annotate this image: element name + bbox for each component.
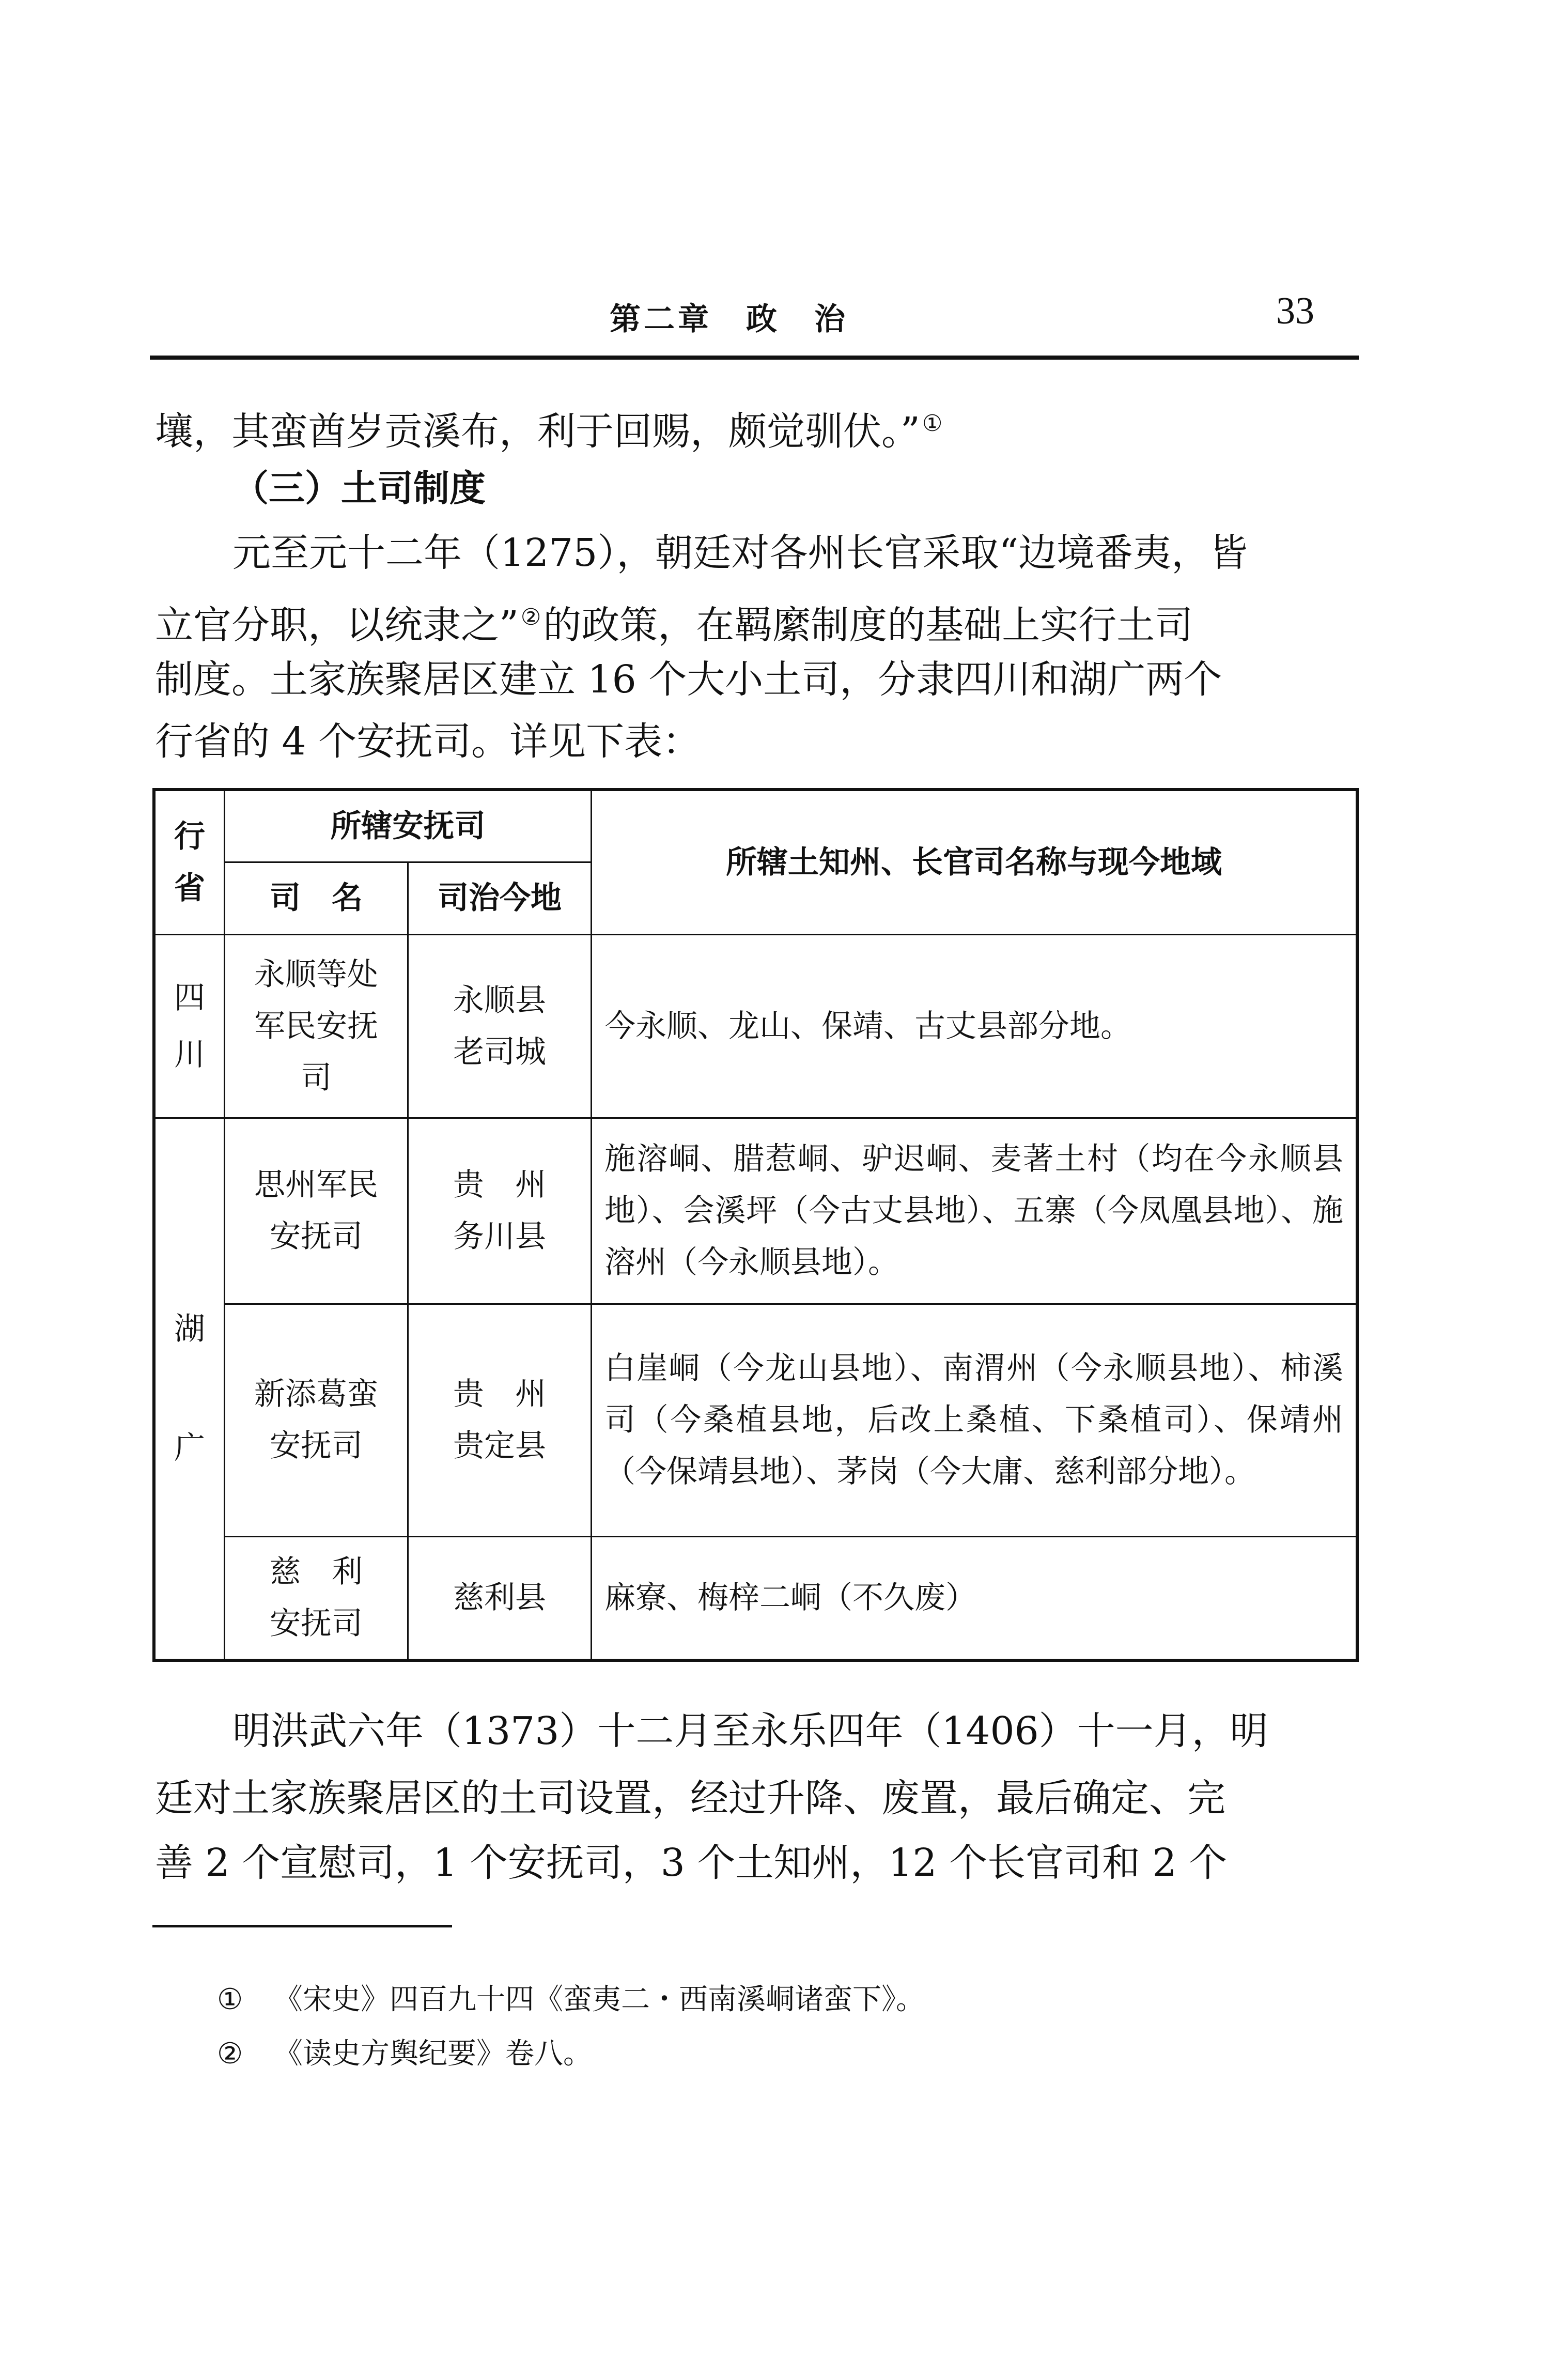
section-heading: （三）土司制度 — [232, 467, 486, 510]
domain-cell: 施溶峒、腊惹峒、驴迟峒、麦著土村（均在今永顺县地）、会溪坪（今古丈县地）、五寨（今凤凰县地）、施溶州（今永顺县地）。 — [592, 1118, 1358, 1304]
header-pacification-offices: 所辖安抚司 — [225, 790, 592, 862]
continuation-line — [155, 398, 944, 457]
office-seat-cell: 永顺县 老司城 — [408, 934, 592, 1118]
footnote-ref-2[interactable]: ② — [520, 604, 541, 630]
header-province: 行 省 — [154, 790, 225, 934]
paragraph-1-line-3: 制度。土家族聚居区建立 16 个大小土司，分隶四川和湖广两个 — [155, 657, 1222, 702]
footnote-marker: ② — [217, 2037, 243, 2071]
running-header-chapter-title: 第二章 政 治 — [610, 301, 848, 337]
header-office-name: 司 名 — [225, 862, 408, 934]
paragraph-1-line-2 — [155, 592, 1193, 651]
domain-cell: 白崖峒（今龙山县地）、南渭州（今永顺县地）、柿溪司（今桑植县地，后改上桑植、下桑植司）、保靖州（今保靖县地）、茅岗（今大庸、慈利部分地）。 — [592, 1304, 1358, 1536]
office-seat-cell: 贵 州 贵定县 — [408, 1304, 592, 1536]
table-row-sichuan — [154, 934, 1357, 1118]
table-row-xintian — [154, 1304, 1357, 1536]
paragraph-2-line-1: 明洪武六年（1373）十二月至永乐四年（1406）十一月，明 — [232, 1709, 1268, 1753]
office-seat-cell: 慈利县 — [408, 1536, 592, 1660]
header-rule — [150, 356, 1359, 360]
paragraph-1-line-2-after: 的政策，在羁縻制度的基础上实行土司 — [543, 603, 1193, 647]
table-row-sizhou — [154, 1118, 1357, 1304]
office-name-cell: 新添葛蛮 安抚司 — [225, 1304, 408, 1536]
paragraph-1-line-2-before: 立官分职，以统隶之” — [155, 603, 519, 647]
footnote-text: 《宋史》四百九十四《蛮夷二・西南溪峒诸蛮下》。 — [274, 1983, 925, 2016]
footnote-2 — [217, 2031, 592, 2077]
header-domain: 所辖土知州、长官司名称与现今地域 — [592, 790, 1358, 934]
office-name-cell: 慈 利 安抚司 — [225, 1536, 408, 1660]
paragraph-2-line-3: 善 2 个宣慰司，1 个安抚司，3 个土知州，12 个长官司和 2 个 — [155, 1841, 1228, 1885]
office-name-cell: 思州军民 安抚司 — [225, 1118, 408, 1304]
footnote-ref-1[interactable]: ① — [922, 410, 943, 437]
page-number: 33 — [1276, 290, 1314, 332]
footnote-marker: ① — [217, 1983, 243, 2016]
table-header-row-1 — [154, 790, 1357, 862]
domain-cell: 今永顺、龙山、保靖、古丈县部分地。 — [592, 934, 1358, 1118]
domain-cell: 麻寮、梅梓二峒（不久废） — [592, 1536, 1358, 1660]
paragraph-1-line-4: 行省的 4 个安抚司。详见下表： — [155, 719, 701, 764]
header-office-seat: 司治今地 — [408, 862, 592, 934]
footnote-1 — [217, 1977, 925, 2023]
paragraph-2-line-2: 廷对土家族聚居区的土司设置，经过升降、废置，最后确定、完 — [155, 1776, 1225, 1820]
table-row-cili — [154, 1536, 1357, 1660]
footnote-rule — [152, 1925, 452, 1927]
province-sichuan: 四 川 — [154, 934, 225, 1118]
tusi-table — [152, 788, 1359, 1662]
office-seat-cell: 贵 州 务川县 — [408, 1118, 592, 1304]
province-huguang: 湖 广 — [154, 1118, 225, 1660]
footnote-text: 《读史方舆纪要》卷八。 — [274, 2037, 592, 2071]
continuation-text: 壤，其蛮酋岁贡溪布，利于回赐，颇觉驯伏。” — [155, 409, 920, 454]
paragraph-1-line-1: 元至元十二年（1275），朝廷对各州长官采取“边境番夷，皆 — [232, 531, 1248, 575]
office-name-cell: 永顺等处 军民安抚 司 — [225, 934, 408, 1118]
